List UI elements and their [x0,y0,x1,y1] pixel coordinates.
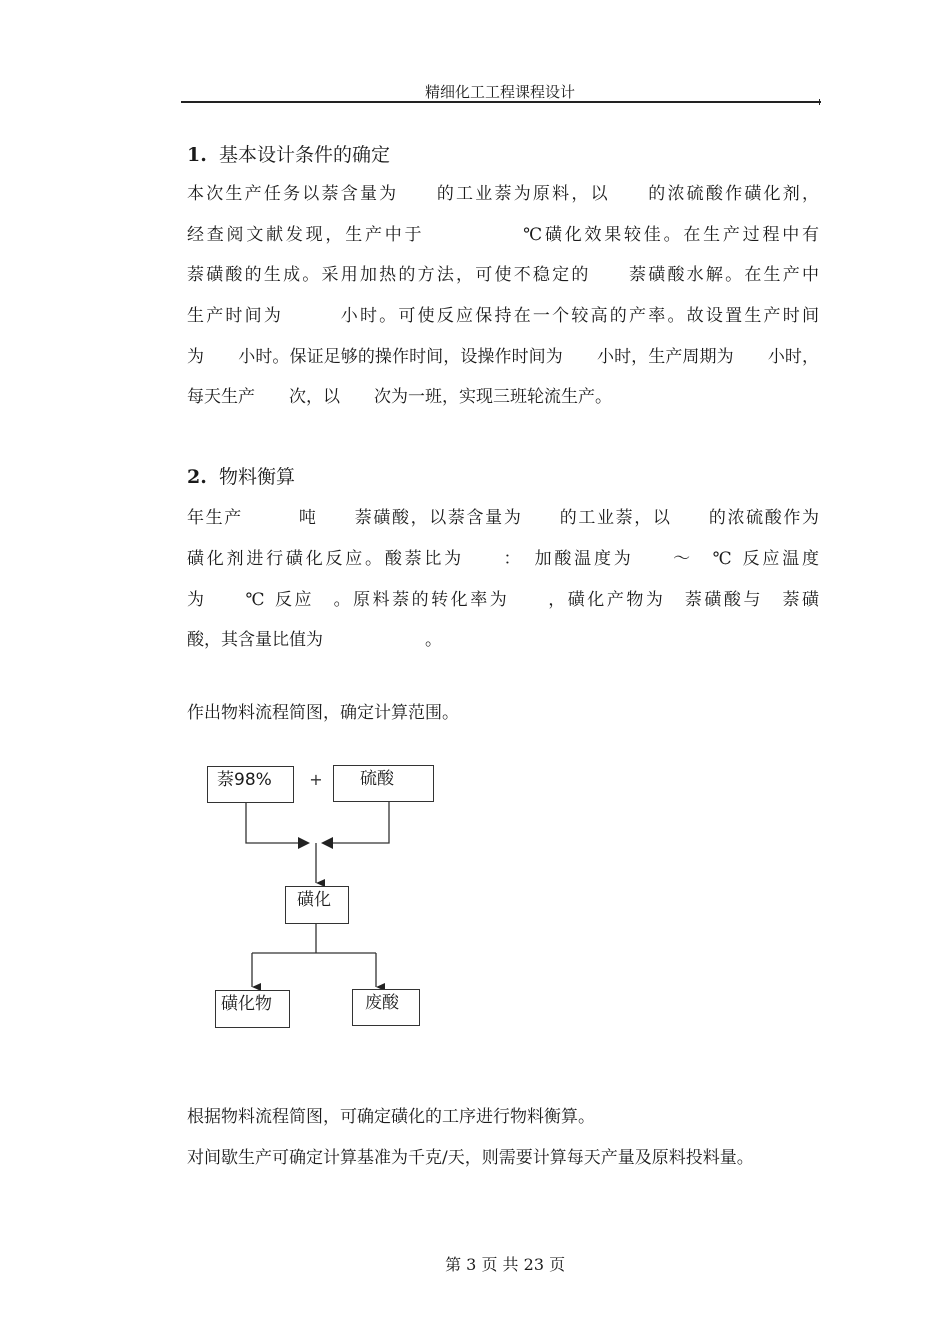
footer-middle: 页 共 [481,1255,519,1274]
section-2-after-line: 根据物料流程简图，可确定磺化的工序进行物料衡算。 [187,1107,595,1127]
section-1-line: 为 小时。保证足够的操作时间，设操作时间为 小时，生产周期为 小时， [187,347,819,367]
flow-box-naphthalene: 萘98% [207,766,294,803]
flow-box-waste-acid: 废酸 [352,989,420,1026]
merge-arrow-left [298,837,310,849]
section-2-title: 物料衡算 [219,466,296,488]
page-footer [0,1233,950,1275]
section-1-number: 1. [187,144,207,166]
section-1-title: 基本设计条件的确定 [219,144,391,166]
merge-arrow-right [321,837,333,849]
footer-total-pages: 23 [523,1255,544,1274]
section-1-line: 本次生产任务以萘含量为 的工业萘为原料，以 的浓硫酸作磺化剂， [187,184,819,204]
section-1-line: 经查阅文献发现，生产中于 ℃磺化效果较佳。在生产过程中有 [187,225,819,245]
connector-input1 [246,802,298,843]
section-2-line: 年生产 吨 萘磺酸，以萘含量为 的工业萘，以 的浓硫酸作为 [187,508,819,528]
running-header: 精细化工工程课程设计 [424,83,575,101]
footer-page-number: 3 [466,1255,477,1274]
header-rule [181,101,821,103]
connector-input2 [333,801,389,843]
section-1-heading [187,140,390,167]
section-2-heading [187,462,295,489]
flow-box-sulfonation: 磺化 [285,886,349,924]
section-2-after-line: 对间歇生产可确定计算基准为千克/天，则需要计算每天产量及原料投料量。 [187,1148,754,1168]
flow-box-sulfonated-product: 磺化物 [215,990,290,1028]
header-rule-tick [819,99,820,105]
section-2-line: 磺化剂进行磺化反应。酸萘比为 ： 加酸温度为 ～ ℃ 反应温度 [187,549,819,569]
footer-suffix: 页 [549,1255,566,1274]
section-2-line: 为 ℃ 反应 。原料萘的转化率为 ，磺化产物为 萘磺酸与 萘磺 [187,590,819,610]
flow-plus-sign: + [309,770,323,789]
flow-box-sulfuric-acid: 硫酸 [333,765,434,802]
section-1-line: 萘磺酸的生成。采用加热的方法，可使不稳定的 萘磺酸水解。在生产中 [187,265,819,285]
section-2-line: 酸，其含量比值为 。 [187,630,442,650]
footer-prefix: 第 [445,1255,462,1274]
section-2-number: 2. [187,466,207,488]
flowchart-intro: 作出物料流程简图，确定计算范围。 [187,703,459,723]
section-1-line: 生产时间为 小时。可使反应保持在一个较高的产率。故设置生产时间 [187,306,819,326]
section-1-line: 每天生产 次，以 次为一班，实现三班轮流生产。 [187,387,612,407]
